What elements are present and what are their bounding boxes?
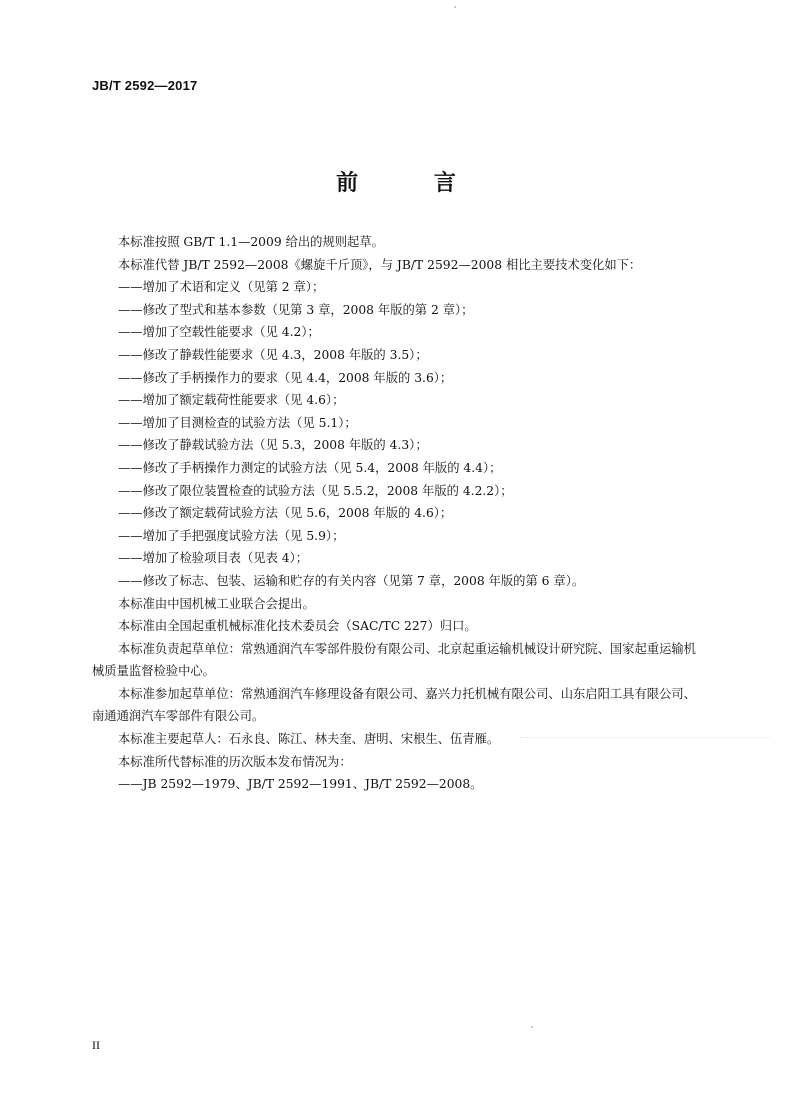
paragraph-drafting-rules: 本标准按照 GB/T 1.1—2009 给出的规则起草。 xyxy=(118,235,384,249)
standard-code: JB/T 2592—2017 xyxy=(92,78,198,93)
paragraph-participating-drafters: 本标准参加起草单位：常熟通润汽车修理设备有限公司、嘉兴力托机械有限公司、山东启阳工具有限公司、南通通润汽车零部件有限公司。 xyxy=(92,686,696,724)
change-item: ——增加了目测检查的试验方法（见 5.1）； xyxy=(118,415,357,430)
foreword-body xyxy=(92,231,704,796)
change-item: ——修改了静载试验方法（见 5.3，2008 年版的 4.3）； xyxy=(118,438,428,453)
change-item: ——修改了手柄操作力测定的试验方法（见 5.4，2008 年版的 4.4）； xyxy=(118,460,502,475)
page-title: 前 言 xyxy=(336,171,490,196)
scan-artifact-line xyxy=(520,737,770,738)
change-item: ——增加了手把强度试验方法（见 5.9）； xyxy=(118,528,345,543)
paragraph-lead-drafters: 本标准负责起草单位：常熟通润汽车零部件股份有限公司、北京起重运输机械设计研究院、国家起重运输机械质量监督检验中心。 xyxy=(92,641,696,679)
history-item: ——JB 2592—1979、JB/T 2592—1991、JB/T 2592—2008。 xyxy=(118,777,483,792)
paragraph-history: 本标准所代替标准的历次版本发布情况为： xyxy=(118,754,352,769)
paragraph-replaces: 本标准代替 JB/T 2592—2008《螺旋千斤顶》，与 JB/T 2592—2008 相比主要技术变化如下： xyxy=(118,257,642,272)
scan-speck xyxy=(454,6,456,8)
change-item: ——修改了手柄操作力的要求（见 4.4，2008 年版的 3.6）； xyxy=(118,370,453,385)
scan-speck xyxy=(531,1026,533,1028)
change-item: ——修改了静载性能要求（见 4.3，2008 年版的 3.5）； xyxy=(118,347,428,362)
change-item: ——修改了标志、包装、运输和贮存的有关内容（见第 7 章，2008 年版的第 6 章）。 xyxy=(118,573,585,588)
page-number: II xyxy=(92,1038,100,1052)
change-item: ——修改了型式和基本参数（见第 3 章，2008 年版的第 2 章）； xyxy=(118,302,474,317)
paragraph-main-drafters: 本标准主要起草人：石永良、陈江、林夫奎、唐明、宋根生、伍青雁。 xyxy=(118,732,500,747)
paragraph-under-jurisdiction: 本标准由全国起重机械标准化技术委员会（SAC/TC 227）归口。 xyxy=(118,619,477,634)
paragraph-proposed-by: 本标准由中国机械工业联合会提出。 xyxy=(118,596,315,611)
change-item: ——修改了限位装置检查的试验方法（见 5.5.2，2008 年版的 4.2.2）； xyxy=(118,483,513,498)
change-item: ——增加了额定载荷性能要求（见 4.6）； xyxy=(118,393,345,408)
change-item: ——增加了空载性能要求（见 4.2）； xyxy=(118,325,320,340)
change-item: ——增加了检验项目表（见表 4）； xyxy=(118,551,309,566)
change-item: ——增加了术语和定义（见第 2 章）； xyxy=(118,280,325,295)
change-item: ——修改了额定载荷试验方法（见 5.6，2008 年版的 4.6）； xyxy=(118,506,453,521)
